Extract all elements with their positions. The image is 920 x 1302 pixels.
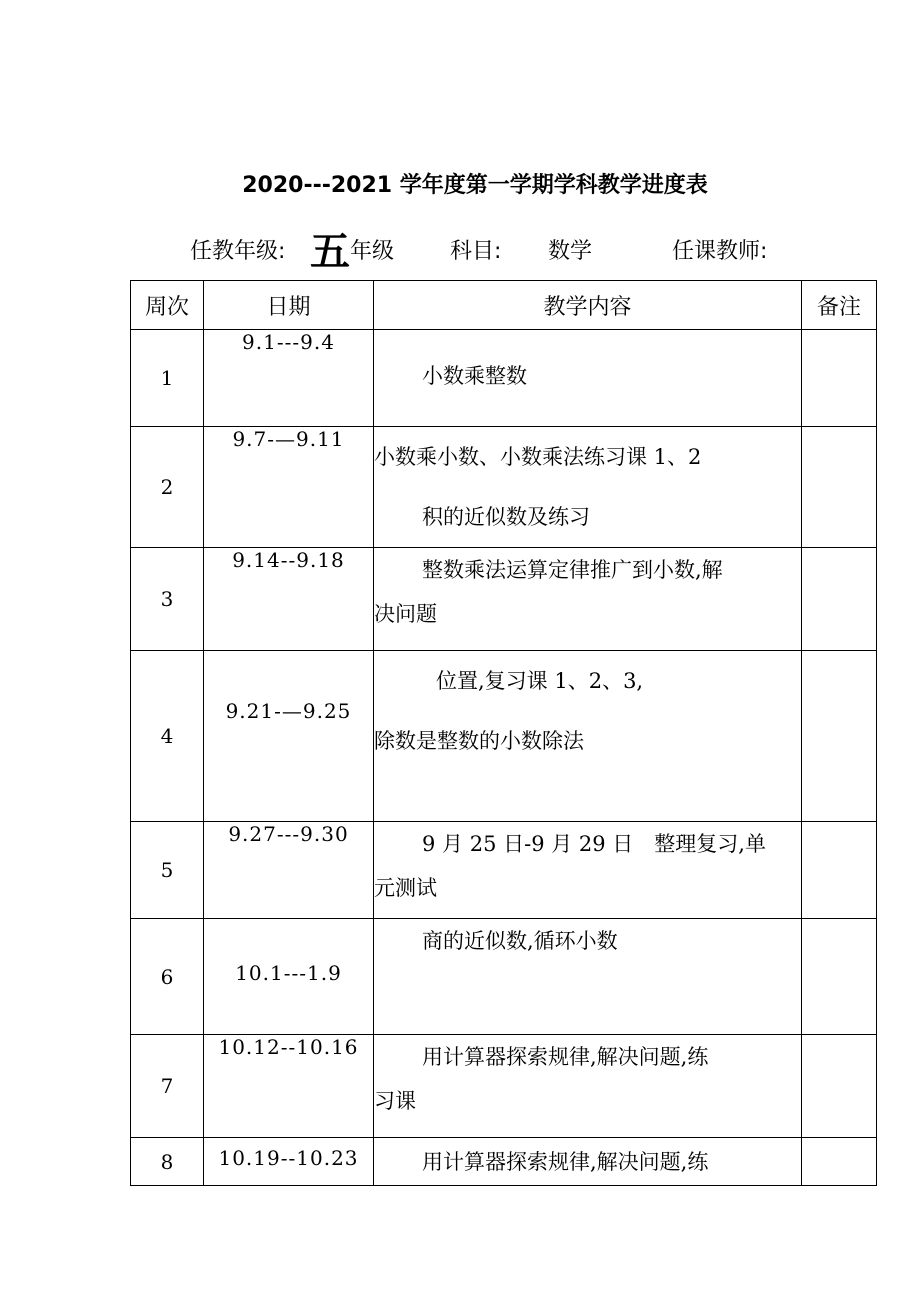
note-cell bbox=[802, 1138, 877, 1186]
table-row bbox=[131, 822, 877, 919]
page-title: 2020---2021 学年度第一学期学科教学进度表 bbox=[242, 173, 708, 198]
date-cell: 10.19--10.23 bbox=[204, 1138, 374, 1186]
content-line: 小数乘小数、小数乘法练习课 1、2 bbox=[374, 445, 702, 469]
note-cell bbox=[802, 919, 877, 1035]
table-row bbox=[131, 427, 877, 548]
teacher-label: 任课教师: bbox=[672, 239, 768, 264]
content-cell bbox=[374, 1035, 802, 1138]
content-line: 小数乘整数 bbox=[422, 364, 527, 388]
week-cell: 5 bbox=[131, 822, 204, 919]
table-row bbox=[131, 330, 877, 427]
date-cell: 10.12--10.16 bbox=[204, 1035, 374, 1138]
week-cell: 4 bbox=[131, 651, 204, 822]
subject-value: 数学 bbox=[548, 239, 593, 264]
content-line: 9 月 25 日-9 月 29 日 整理复习,单 bbox=[422, 832, 766, 856]
content-line: 元测试 bbox=[374, 876, 437, 900]
note-cell bbox=[802, 330, 877, 427]
content-line: 除数是整数的小数除法 bbox=[374, 729, 584, 753]
schedule-table bbox=[130, 280, 877, 1186]
content-line: 用计算器探索规律,解决问题,练 bbox=[422, 1150, 709, 1174]
note-cell bbox=[802, 548, 877, 651]
content-cell bbox=[374, 651, 802, 822]
week-cell: 1 bbox=[131, 330, 204, 427]
subject-label: 科目: bbox=[450, 239, 502, 264]
header-week: 周次 bbox=[131, 281, 204, 330]
info-line bbox=[0, 222, 920, 275]
header-date: 日期 bbox=[204, 281, 374, 330]
note-cell bbox=[802, 651, 877, 822]
week-cell: 6 bbox=[131, 919, 204, 1035]
table-row bbox=[131, 548, 877, 651]
date-cell: 9.21-—9.25 bbox=[204, 651, 374, 822]
date-cell: 9.27---9.30 bbox=[204, 822, 374, 919]
week-cell: 3 bbox=[131, 548, 204, 651]
note-cell bbox=[802, 822, 877, 919]
table-header-row bbox=[131, 281, 877, 330]
table-row bbox=[131, 1138, 877, 1186]
content-line: 整数乘法运算定律推广到小数,解 bbox=[422, 558, 723, 582]
grade-suffix: 年级 bbox=[350, 239, 395, 264]
week-cell: 2 bbox=[131, 427, 204, 548]
content-cell bbox=[374, 1138, 802, 1186]
table-row bbox=[131, 919, 877, 1035]
content-cell bbox=[374, 548, 802, 651]
header-note: 备注 bbox=[802, 281, 877, 330]
date-cell: 9.7-—9.11 bbox=[204, 427, 374, 548]
content-line: 积的近似数及练习 bbox=[422, 505, 590, 529]
content-line: 决问题 bbox=[374, 602, 437, 626]
grade-label: 任教年级: bbox=[190, 239, 286, 264]
content-cell bbox=[374, 330, 802, 427]
grade-value: 五 bbox=[310, 229, 350, 275]
date-cell: 9.1---9.4 bbox=[204, 330, 374, 427]
table-row bbox=[131, 1035, 877, 1138]
content-cell bbox=[374, 919, 802, 1035]
week-cell: 8 bbox=[131, 1138, 204, 1186]
note-cell bbox=[802, 427, 877, 548]
note-cell bbox=[802, 1035, 877, 1138]
content-line: 习课 bbox=[374, 1089, 416, 1113]
week-cell: 7 bbox=[131, 1035, 204, 1138]
content-line: 商的近似数,循环小数 bbox=[422, 929, 618, 953]
content-line: 位置,复习课 1、2、3, bbox=[436, 669, 644, 693]
content-cell bbox=[374, 822, 802, 919]
table-row bbox=[131, 651, 877, 822]
date-cell: 9.14--9.18 bbox=[204, 548, 374, 651]
header-content: 教学内容 bbox=[374, 281, 802, 330]
content-line: 用计算器探索规律,解决问题,练 bbox=[422, 1045, 709, 1069]
content-cell bbox=[374, 427, 802, 548]
date-cell: 10.1---1.9 bbox=[204, 919, 374, 1035]
